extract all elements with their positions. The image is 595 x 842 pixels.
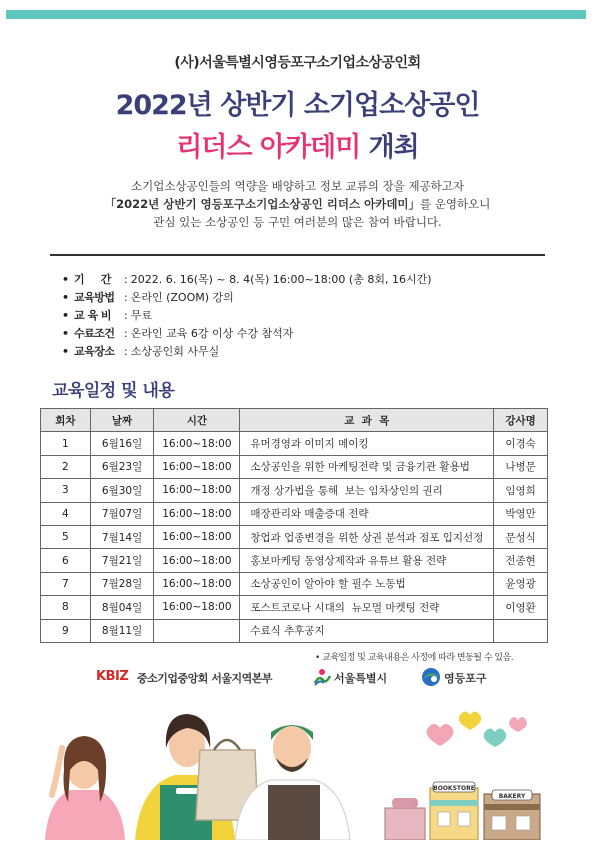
session-course: 매장관리와 매출증대 전략 bbox=[240, 502, 494, 525]
session-instructor: 나병문 bbox=[494, 455, 548, 478]
session-instructor bbox=[494, 619, 548, 642]
session-number: 7 bbox=[41, 572, 91, 595]
column-header: 교 과 목 bbox=[240, 409, 494, 432]
divider bbox=[50, 254, 545, 256]
table-row bbox=[41, 502, 548, 525]
session-date: 7월07일 bbox=[90, 502, 154, 525]
session-instructor: 박영만 bbox=[494, 502, 548, 525]
session-number: 9 bbox=[41, 619, 91, 642]
seoul-name: 서울특별시 bbox=[334, 672, 388, 685]
title-suffix: 개최 bbox=[360, 132, 419, 163]
session-date: 6월16일 bbox=[90, 432, 154, 455]
info-list bbox=[62, 271, 542, 361]
table-row bbox=[41, 596, 548, 619]
session-instructor: 이영환 bbox=[494, 596, 548, 619]
top-accent-bar bbox=[6, 10, 586, 19]
session-course: 포스트코로나 시대의 뉴모멀 마켓팅 전략 bbox=[240, 596, 494, 619]
session-time: 16:00~18:00 bbox=[154, 479, 240, 502]
program-name: 「2022년 상반기 영등포구소기업소상공인 리더스 아카데미」 bbox=[104, 197, 421, 211]
woman-left-figure bbox=[45, 736, 125, 840]
session-number: 5 bbox=[41, 525, 91, 548]
session-instructor: 임영희 bbox=[494, 479, 548, 502]
session-date: 8월11일 bbox=[90, 619, 154, 642]
info-item: • 교 육 비 : 무료 bbox=[62, 309, 152, 322]
intro-line: 관심 있는 소상공인 등 구민 여러분의 많은 참여 바랍니다. bbox=[153, 215, 442, 229]
info-item: • 교육장소 : 소상공인회 사무실 bbox=[62, 345, 220, 358]
table-row bbox=[41, 525, 548, 548]
session-course: 개정 상가법을 통해 보는 임차상인의 권리 bbox=[240, 479, 494, 502]
session-course: 창업과 업종변경을 위한 상권 분석과 점포 입지선정 bbox=[240, 525, 494, 548]
table-row bbox=[41, 432, 548, 455]
seoul-logo-icon bbox=[312, 667, 332, 687]
session-date: 6월30일 bbox=[90, 479, 154, 502]
intro-line: 「2022년 상반기 영등포구소기업소상공인 리더스 아카데미」를 운영하오니 bbox=[104, 197, 491, 211]
session-course: 홍보마케팅 동영상제작과 유튜브 활용 전략 bbox=[240, 549, 494, 572]
page-title-line2 bbox=[0, 125, 595, 164]
session-instructor: 문성식 bbox=[494, 525, 548, 548]
table-header-row bbox=[41, 409, 548, 432]
session-date: 7월28일 bbox=[90, 572, 154, 595]
session-instructor: 윤영광 bbox=[494, 572, 548, 595]
session-time: 16:00~18:00 bbox=[154, 572, 240, 595]
kbiz-name: 중소기업중앙회 서울지역본부 bbox=[137, 672, 272, 685]
session-time bbox=[154, 619, 240, 642]
session-time: 16:00~18:00 bbox=[154, 596, 240, 619]
session-date: 7월14일 bbox=[90, 525, 154, 548]
sponsor-logos bbox=[0, 667, 595, 691]
session-time: 16:00~18:00 bbox=[154, 525, 240, 548]
hearts-decoration bbox=[427, 712, 528, 748]
session-course: 소상공인이 알아야 할 필수 노동법 bbox=[240, 572, 494, 595]
yeongdeungpo-name: 영등포구 bbox=[444, 672, 487, 685]
illustration bbox=[40, 690, 565, 840]
info-item: • 교육방법 : 온라인 (ZOOM) 강의 bbox=[62, 291, 234, 304]
info-item: • 기 간 : 2022. 6. 16(목) ~ 8. 4(목) 16:00~18:00 (총 8회, 16시간) bbox=[62, 273, 432, 286]
table-row bbox=[41, 455, 548, 478]
organization-name: (사)서울특별시영등포구소기업소상공인회 bbox=[174, 55, 421, 71]
session-course: 수료식 추후공지 bbox=[240, 619, 494, 642]
session-instructor: 전종현 bbox=[494, 549, 548, 572]
session-course: 소상공인을 위한 마케팅전략 및 금융기관 활용법 bbox=[240, 455, 494, 478]
column-header: 시간 bbox=[154, 409, 240, 432]
page-title-line1: 2022년 상반기 소기업소상공인 bbox=[115, 90, 480, 121]
schedule-table bbox=[40, 408, 548, 643]
session-course: 유머경영과 이미지 메이킹 bbox=[240, 432, 494, 455]
intro-line: 소기업소상공인들의 역량을 배양하고 정보 교류의 장을 제공하고자 bbox=[131, 179, 464, 193]
column-header: 강사명 bbox=[494, 409, 548, 432]
column-header: 회차 bbox=[41, 409, 91, 432]
table-row bbox=[41, 479, 548, 502]
session-time: 16:00~18:00 bbox=[154, 549, 240, 572]
session-number: 2 bbox=[41, 455, 91, 478]
kbiz-logo: KBIZ bbox=[96, 669, 129, 684]
session-time: 16:00~18:00 bbox=[154, 502, 240, 525]
table-row bbox=[41, 572, 548, 595]
session-time: 16:00~18:00 bbox=[154, 455, 240, 478]
column-header: 날짜 bbox=[90, 409, 154, 432]
session-time: 16:00~18:00 bbox=[154, 432, 240, 455]
info-item: • 수료조건 : 온라인 교육 6강 이상 수강 참석자 bbox=[62, 327, 294, 340]
schedule-heading: 교육일정 및 내용 bbox=[52, 381, 175, 401]
session-number: 8 bbox=[41, 596, 91, 619]
session-date: 8월04일 bbox=[90, 596, 154, 619]
schedule-note: • 교육일정 및 교육내용은 사정에 따라 변동될 수 있음. bbox=[315, 653, 514, 663]
session-date: 7월21일 bbox=[90, 549, 154, 572]
intro-paragraph bbox=[0, 177, 595, 231]
session-date: 6월23일 bbox=[90, 455, 154, 478]
yeongdeungpo-logo-icon bbox=[420, 667, 442, 687]
session-number: 3 bbox=[41, 479, 91, 502]
session-number: 1 bbox=[41, 432, 91, 455]
session-instructor: 이경숙 bbox=[494, 432, 548, 455]
session-number: 6 bbox=[41, 549, 91, 572]
bakery-sign: BAKERY bbox=[498, 793, 526, 800]
table-row bbox=[41, 549, 548, 572]
bookstore-sign: BOOKSTORE bbox=[433, 785, 475, 792]
shop-buildings bbox=[385, 782, 540, 840]
table-row bbox=[41, 619, 548, 642]
title-highlight: 리더스 아카데미 bbox=[176, 132, 361, 163]
session-number: 4 bbox=[41, 502, 91, 525]
